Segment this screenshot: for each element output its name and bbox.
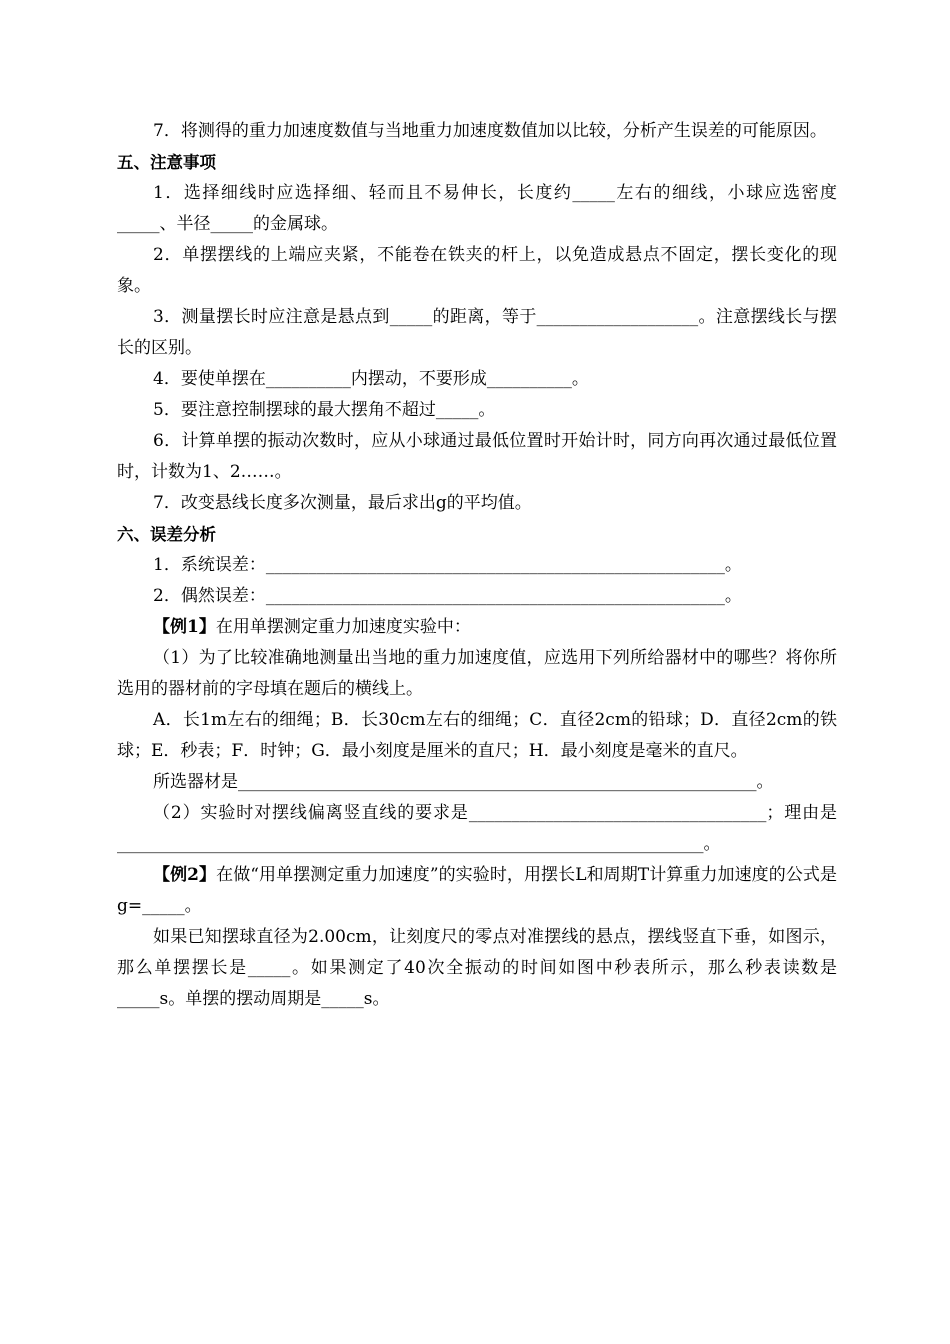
note-4: 4．要使单摆在__________内摆动，不要形成__________。 bbox=[153, 369, 589, 389]
note-2: 2．单摆摆线的上端应夹紧，不能卷在铁夹的杆上，以免造成悬点不固定，摆长变化的现象。 bbox=[117, 245, 837, 296]
note-5: 5．要注意控制摆球的最大摆角不超过_____。 bbox=[153, 400, 496, 420]
example-2-text: 在做“用单摆测定重力加速度”的实验时，用摆长L和周期T计算重力加速度的公式是g=_____。 bbox=[117, 865, 837, 916]
example-1-label: 【例1】 bbox=[153, 617, 216, 637]
note-1: 1．选择细线时应选择细、轻而且不易伸长，长度约_____左右的细线，小球应选密度_____、半径_____的金属球。 bbox=[117, 183, 837, 234]
example-2-detail: 如果已知摆球直径为2.00cm，让刻度尺的零点对准摆线的悬点，摆线竖直下垂，如图示，那么单摆摆长是_____。如果测定了40次全振动的时间如图中秒表所示，那么秒表读数是_____s。单摆的摆动周期是_____s。 bbox=[117, 927, 837, 1009]
example-1-question-1: （1）为了比较准确地测量出当地的重力加速度值，应选用下列所给器材中的哪些？将你所选用的器材前的字母填在题后的横线上。 bbox=[117, 648, 837, 699]
step-7-paragraph: 7．将测得的重力加速度数值与当地重力加速度数值加以比较，分析产生误差的可能原因。 bbox=[153, 121, 827, 141]
note-6: 6．计算单摆的振动次数时，应从小球通过最低位置时开始计时，同方向再次通过最低位置时，计数为1、2……。 bbox=[117, 431, 837, 482]
error-system: 1．系统误差：______________________________________________________。 bbox=[153, 555, 742, 575]
example-1-text: 在用单摆测定重力加速度实验中： bbox=[215, 617, 471, 637]
example-2-label: 【例2】 bbox=[153, 865, 217, 885]
example-1-selected-equipment: 所选器材是_____________________________________________________________。 bbox=[153, 772, 774, 792]
error-random: 2．偶然误差：______________________________________________________。 bbox=[153, 586, 742, 606]
document-page bbox=[117, 116, 837, 1015]
section-heading-notes: 五、注意事项 bbox=[117, 153, 216, 172]
example-1-question-2: （2）实验时对摆线偏离竖直线的要求是___________________________________；理由是_____________________________________________________________________。 bbox=[117, 803, 837, 854]
example-1-intro bbox=[117, 612, 837, 643]
example-1-options: A．长1m左右的细绳；B．长30cm左右的细绳；C．直径2cm的铅球；D．直径2cm的铁球；E．秒表；F．时钟；G．最小刻度是厘米的直尺；H．最小刻度是毫米的直尺。 bbox=[117, 710, 837, 761]
note-3: 3．测量摆长时应注意是悬点到_____的距离，等于___________________。注意摆线长与摆长的区别。 bbox=[117, 307, 837, 358]
example-2-intro bbox=[117, 860, 837, 922]
section-heading-error-analysis: 六、误差分析 bbox=[117, 525, 216, 544]
note-7: 7．改变悬线长度多次测量，最后求出g的平均值。 bbox=[153, 493, 532, 513]
